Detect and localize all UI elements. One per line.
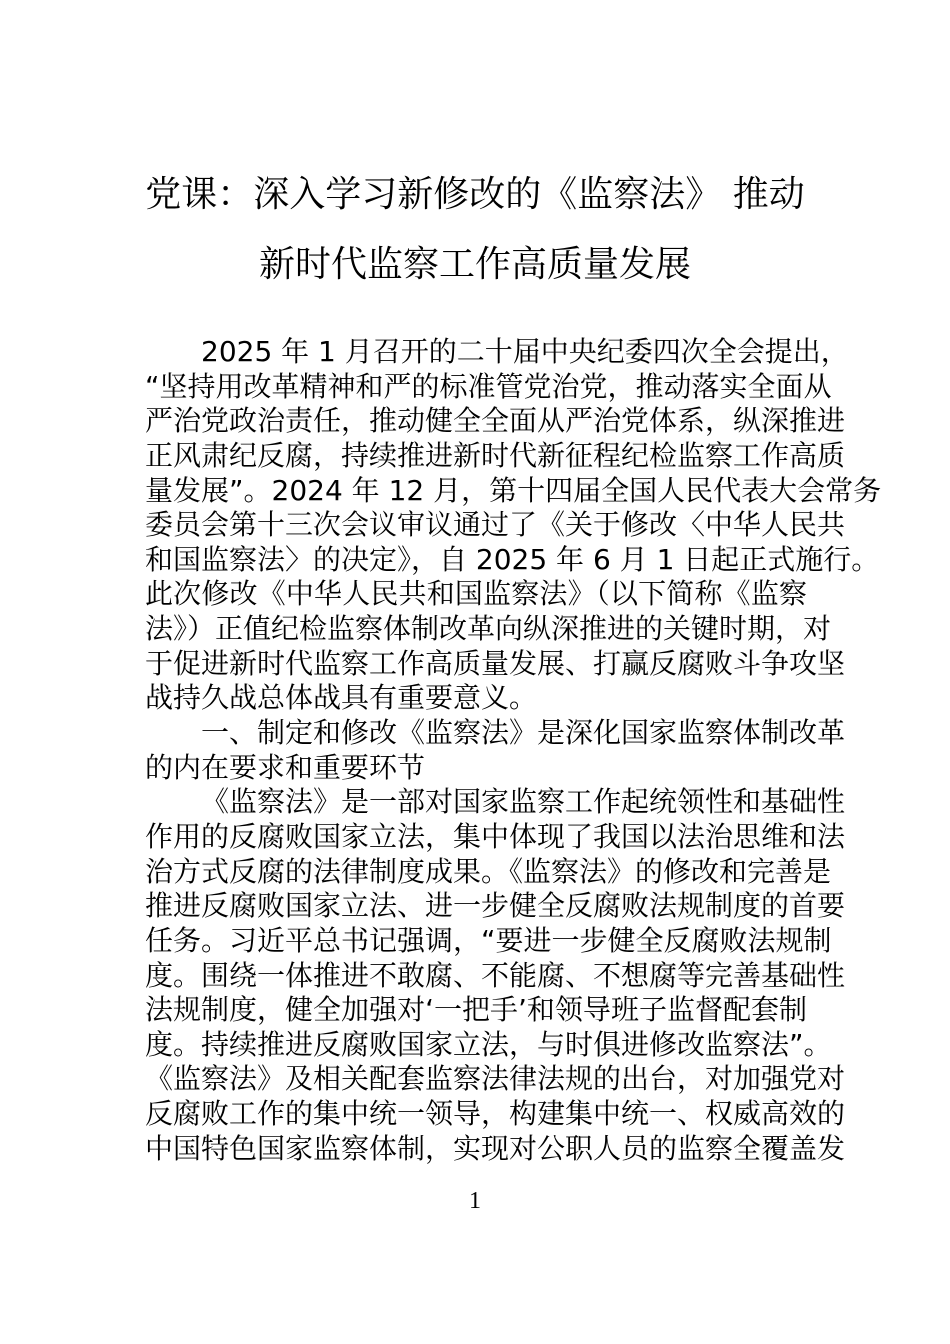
text-line: 作用的反腐败国家立法，集中体现了我国以法治思维和法: [145, 819, 846, 853]
text-line: 和国监察法〉的决定》，自 2025 年 6 月 1 日起正式施行。: [145, 542, 880, 576]
text-line: 《监察法》是一部对国家监察工作起统领性和基础性: [201, 785, 846, 819]
text-line: 严治党政治责任，推动健全全面从严治党体系，纵深推进: [145, 404, 846, 438]
text-line: 此次修改《中华人民共和国监察法》（以下简称《监察: [145, 577, 807, 611]
section-heading: [145, 716, 846, 785]
text-line: 《监察法》及相关配套监察法律法规的出台，对加强党对: [145, 1062, 846, 1096]
text-line: 一、制定和修改《监察法》是深化国家监察体制改革: [201, 716, 846, 750]
text-line: 于促进新时代监察工作高质量发展、打赢反腐败斗争攻坚: [145, 646, 846, 680]
text-line: 委员会第十三次会议审议通过了《关于修改〈中华人民共: [145, 508, 846, 542]
text-line: 推进反腐败国家立法、进一步健全反腐败法规制度的首要: [145, 889, 846, 923]
document-body: [145, 335, 882, 1166]
page-number: 1: [469, 1188, 481, 1214]
text-line: 法规制度，健全加强对‘一把手’和领导班子监督配套制: [145, 993, 807, 1027]
text-line: 治方式反腐的法律制度成果。《监察法》的修改和完善是: [145, 854, 832, 888]
text-line: 战持久战总体战具有重要意义。: [145, 681, 538, 715]
document-title-line-1: 党课：深入学习新修改的《监察法》 推动: [145, 174, 805, 215]
text-line: 中国特色国家监察体制，实现对公职人员的监察全覆盖发: [145, 1131, 846, 1165]
text-line: 任务。习近平总书记强调，“要进一步健全反腐败法规制: [145, 923, 832, 957]
text-line: “坚持用改革精神和严的标准管党治党，推动落实全面从: [145, 369, 832, 403]
text-line: 量发展”。2024 年 12 月，第十四届全国人民代表大会常务: [145, 473, 882, 507]
text-line: 2025 年 1 月召开的二十届中央纪委四次全会提出，: [201, 335, 849, 368]
paragraph: [145, 785, 846, 1166]
text-line: 的内在要求和重要环节: [145, 750, 426, 784]
paragraph: [145, 335, 882, 716]
text-line: 正风肃纪反腐，持续推进新时代新征程纪检监察工作高质: [145, 438, 846, 472]
text-line: 度。围绕一体推进不敢腐、不能腐、不想腐等完善基础性: [145, 958, 846, 992]
text-line: 度。持续推进反腐败国家立法，与时俱进修改监察法”。: [145, 1027, 832, 1061]
text-line: 反腐败工作的集中统一领导，构建集中统一、权威高效的: [145, 1097, 846, 1131]
document-title-line-2: 新时代监察工作高质量发展: [258, 244, 691, 285]
text-line: 法》）正值纪检监察体制改革向纵深推进的关键时期，对: [145, 612, 832, 646]
